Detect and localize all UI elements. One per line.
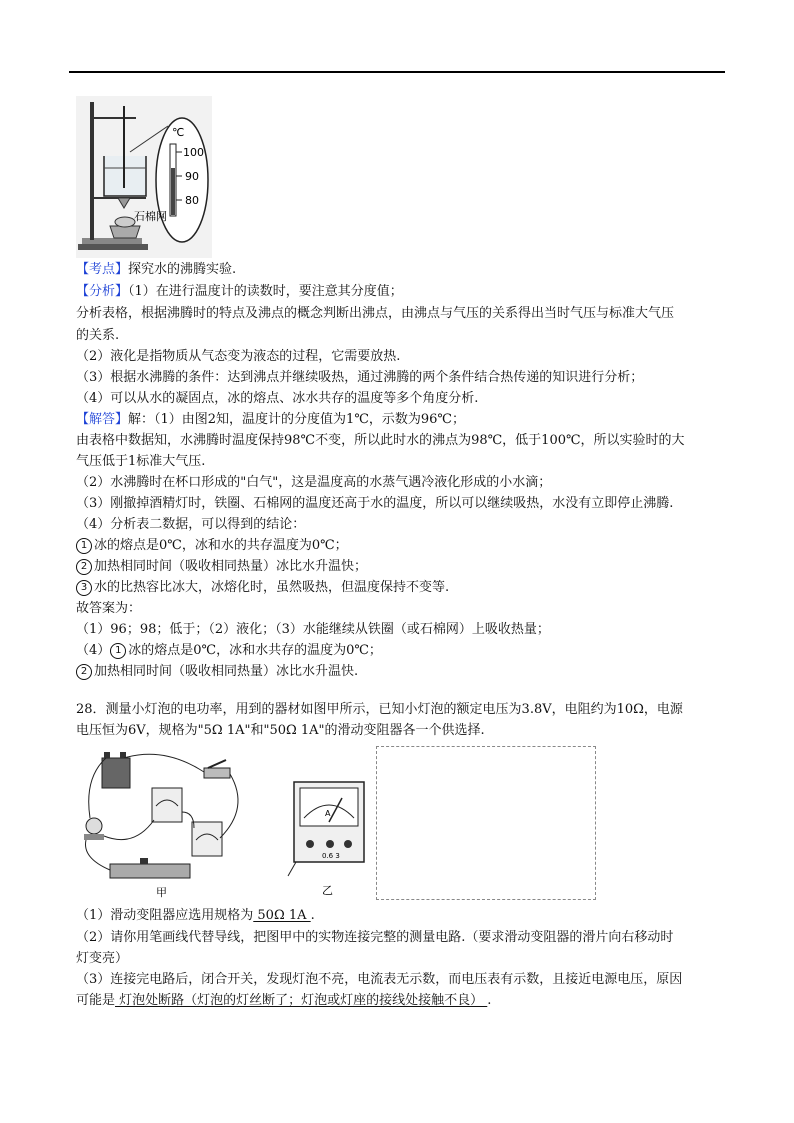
jieda-line-9: [76, 577, 736, 599]
unit-label: ℃: [172, 126, 185, 139]
q28-part-3-line-1: （3）连接完电路后，闭合开关，发现灯泡不亮，电流表无示数，而电压表有示数，且接近电源电压，原因: [76, 972, 683, 987]
q28-part-1: [76, 905, 736, 927]
p1-prefix: （1）滑动变阻器应选用规格为: [76, 908, 254, 923]
ammeter-letter: A: [325, 809, 331, 818]
circled-number-2b: 2: [76, 664, 92, 680]
q28-part-3-line-2: [76, 990, 736, 1012]
jieda-line-5: （3）刚撤掉酒精灯时，铁圈、石棉网的温度还高于水的温度，所以可以继续吸热，水没有立即停止沸腾.: [76, 496, 674, 511]
fig-label-jia: 甲: [156, 886, 167, 899]
p3-prefix: 可能是: [76, 993, 116, 1008]
p3-answer: 灯泡处断路（灯泡的灯丝断了；灯泡或灯座的接线处接触不良）: [115, 993, 488, 1008]
q28-stem-line-2: 电压恒为6V，规格为"5Ω 1A"和"50Ω 1A"的滑动变阻器各一个供选择.: [76, 723, 485, 738]
q28-part-2-line-1: （2）请你用笔画线代替导线，把图甲中的实物连接完整的测量电路.（要求滑动变阻器的滑片向右移动时: [76, 930, 674, 945]
jieda-text-7: 冰的熔点是0℃，冰和水的共存温度为0℃；: [94, 538, 348, 553]
kaodian-line: [76, 259, 736, 281]
p3-suffix: .: [487, 993, 492, 1008]
tick-90: 90: [185, 170, 199, 183]
asbestos-net-label: 石棉网: [134, 210, 167, 223]
jieda-text-9: 水的比热容比冰大，冰熔化时，虽然吸热，但温度保持不变等.: [94, 580, 450, 595]
answer-2-prefix: （4）: [76, 643, 111, 658]
jieda-line-8: [76, 556, 736, 578]
jieda-line-1: [76, 409, 736, 431]
p1-suffix: .: [310, 908, 315, 923]
answer-3-text: 加热相同时间（吸收相同热量）冰比水升温快.: [94, 664, 359, 679]
p1-answer: 50Ω 1A: [253, 908, 311, 923]
kaodian-text: 探究水的沸腾实验.: [128, 262, 237, 277]
tick-100: 100: [183, 146, 204, 159]
answer-line-3: [76, 661, 736, 683]
jieda-text-8: 加热相同时间（吸收相同热量）冰比水升温快；: [94, 559, 368, 574]
fenxi-line-4: （2）液化是指物质从气态变为液态的过程，它需要放热.: [76, 349, 401, 364]
q28-stem-line-1: 28．测量小灯泡的电功率，用到的器材如图甲所示，已知小灯泡的额定电压为3.8V，电阻约为10Ω，电源: [76, 702, 683, 717]
fig-label-yi: 乙: [322, 884, 333, 897]
fenxi-line-6: （4）可以从水的凝固点，冰的熔点、冰水共存的温度等多个角度分析.: [76, 391, 479, 406]
answer-line-1: （1）96；98；低于；（2）液化；（3）水能继续从铁圈（或石棉网）上吸收热量；: [76, 622, 550, 637]
answer-line-2: [76, 640, 736, 662]
circled-number-2: 2: [76, 559, 92, 575]
ammeter-figure-yi: [286, 778, 370, 898]
circuit-drawing-area: [376, 746, 596, 900]
fenxi-tag: 【分析】: [76, 284, 129, 299]
answer-intro: 故答案为：: [76, 601, 142, 616]
jieda-line-7: [76, 535, 736, 557]
fenxi-line-5: （3）根据水沸腾的条件：达到沸点并继续吸热，通过沸腾的两个条件结合热传递的知识进行分析；: [76, 370, 644, 385]
ammeter-terminals: 0.6 3: [322, 852, 340, 860]
jieda-line-6: （4）分析表二数据，可以得到的结论：: [76, 517, 306, 532]
fenxi-line-3: 的关系.: [76, 328, 120, 343]
circled-number-1: 1: [76, 538, 92, 554]
header-rule: [69, 71, 725, 73]
fenxi-text-1: （1）在进行温度计的读数时，要注意其分度值；: [128, 284, 403, 299]
fenxi-line-2: 分析表格，根据沸腾时的特点及沸点的概念判断出沸点，由沸点与气压的关系得出当时气压与标准大气压: [76, 306, 675, 321]
q28-part-2-line-2: 灯变亮）: [76, 951, 129, 966]
jieda-line-4: （2）水沸腾时在杯口形成的"白气"，这是温度高的水蒸气遇冷液化形成的小水滴；: [76, 475, 552, 490]
circled-number-3: 3: [76, 580, 92, 596]
fenxi-line-1: [76, 281, 736, 303]
circuit-figure-jia: [74, 748, 256, 900]
kaodian-tag: 【考点】: [76, 262, 129, 277]
jieda-tag: 【解答】: [76, 412, 129, 427]
jieda-line-2: 由表格中数据知，水沸腾时温度保持98℃不变，所以此时水的沸点为98℃，低于100℃，所以实验时的大: [76, 433, 685, 448]
answer-2-text: 冰的熔点是0℃，冰和水共存的温度为0℃；: [128, 643, 382, 658]
jieda-text-1: 解：（1）由图2知，温度计的分度值为1℃，示数为96℃；: [128, 412, 465, 427]
tick-80: 80: [185, 194, 199, 207]
circled-number-1b: 1: [110, 643, 126, 659]
jieda-line-3: 气压低于1标准大气压.: [76, 454, 206, 469]
boiling-experiment-figure: [76, 96, 212, 258]
